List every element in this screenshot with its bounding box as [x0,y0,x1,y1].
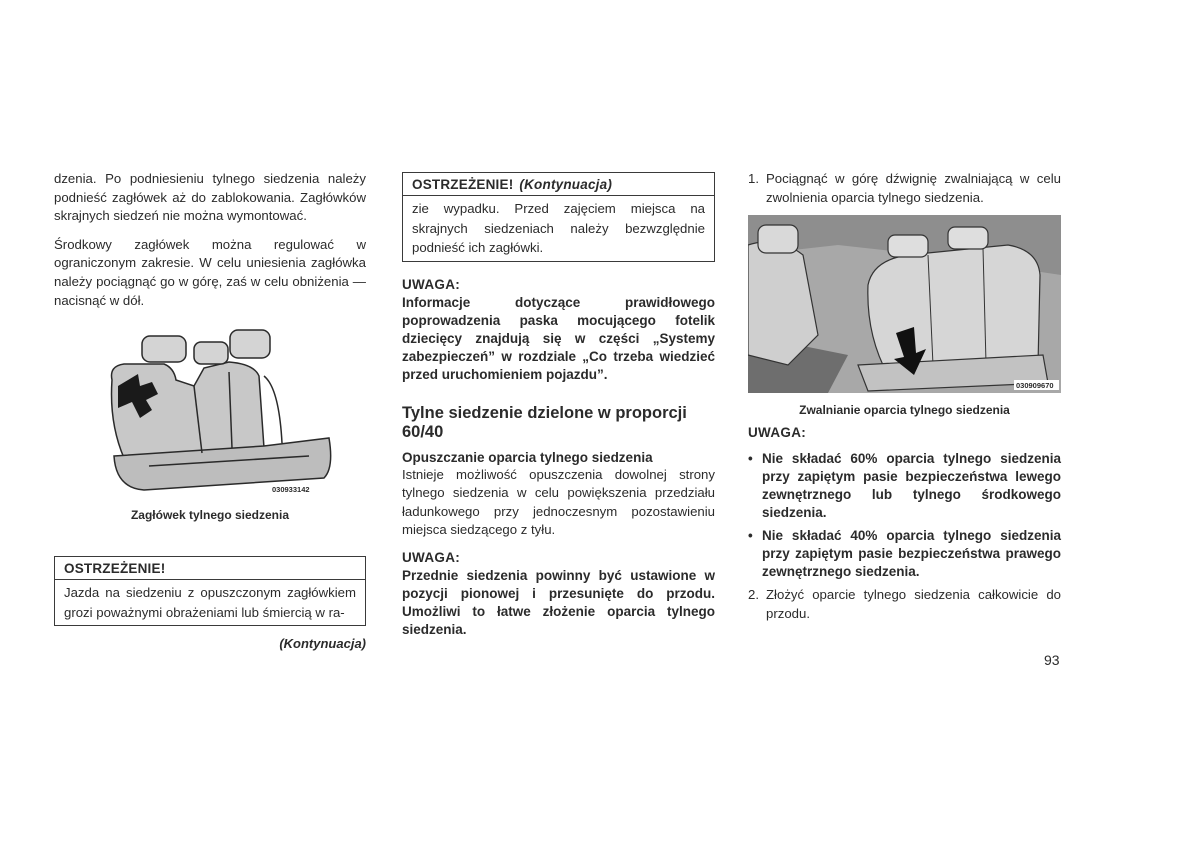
intro-paragraph: dzenia. Po podniesieniu tylnego siedzenia należy podnieść zagłówek aż do zablokowania. Zagłówków skrajnych siedzeń nie można wymontować. [54,171,366,224]
warning-title: OSTRZEŻENIE! [55,557,365,580]
warning-continued-label: (Kontynuacja) [519,177,613,192]
warning-title-text: OSTRZEŻENIE! [412,177,514,192]
seatback-figure-caption: Zwalnianie oparcia tylnego siedzenia [799,403,1010,418]
right-column [748,170,1061,623]
bullet-text: Nie składać 60% oparcia tylnego siedzenia przy zapiętym pasie bezpieczeństwa lewego zewnętrznego lub tylnego środkowego siedzenia. [762,451,1061,521]
seatback-release-figure [748,215,1061,393]
step-2-text: Złożyć oparcie tylnego siedzenia całkowicie do przodu. [766,587,1061,621]
step-2 [748,586,1061,623]
middle-column [402,172,715,639]
warning-title-continued [403,173,714,196]
warning-box-continued [402,172,715,262]
headrest-figure [54,328,366,498]
bullet-item [748,450,1061,522]
bullet-text: Nie składać 40% oparcia tylnego siedzenia przy zapiętym pasie bezpieczeństwa prawego zewnętrznego siedzenia. [762,528,1061,580]
page-number: 93 [1044,652,1060,668]
bullet-mark: • [748,451,753,467]
note-title-2: UWAGA: [402,549,461,565]
continued-label: (Kontynuacja) [279,636,366,652]
step-1 [748,170,1061,207]
warning-box [54,556,366,626]
warning-text-continued: zie wypadku. Przed zajęciem miejsca na skrajnych siedzeniach należy bezwzględnie podnieść ich zagłówki. [412,201,705,255]
section-title-split-seat: Tylne siedzenie dzielone w proporcji 60/40 [402,403,687,441]
left-column [54,170,366,651]
center-headrest-paragraph: Środkowy zagłówek można regulować w ograniczonym zakresie. W celu uniesienia zagłówka należy pociągnąć go w górę, zaś w celu obniżenia — nacisnąć w dół. [54,236,366,308]
headrest-figure-caption: Zagłówek tylnego siedzenia [130,508,290,523]
step-2-number: 2. [748,587,759,603]
step-1-number: 1. [748,171,759,186]
fold-seatback-paragraph: Istnieje możliwość opuszczenia dowolnej strony tylnego siedzenia w celu powiększenia przedziału ładunkowego przy jednoczesnym pozostawieniu miejsca siedzącego z tyłu. [402,466,715,538]
bullet-item [748,527,1061,581]
seatback-figure-code: 030909670 [1016,381,1054,391]
warning-text: Jazda na siedzeniu z opuszczonym zagłówkiem grozi poważnymi obrażeniami lub śmiercią w ra- [64,585,356,620]
headrest-figure-code: 030933142 [272,485,310,495]
note-text-front-seats: Przednie siedzenia powinny być ustawione w pozycji pionowej i przesunięte do przodu. Umożliwi to łatwe złożenie oparcia tylnego siedzenia. [402,567,715,637]
note-text-child-seat: Informacje dotyczące prawidłowego poprowadzenia paska mocującego fotelik dziecięcy znajdują się w części „Systemy zabezpieczeń” w rozdziale „Co trzeba wiedzieć przed uruchomieniem pojazdu”. [402,294,715,382]
note-title-3: UWAGA: [748,425,807,441]
bullet-mark: • [748,528,753,544]
step-1-text: Pociągnąć w górę dźwignię zwalniającą w celu zwolnienia oparcia tylnego siedzenia. [766,171,1061,205]
subsection-title-fold-seatback: Opuszczanie oparcia tylnego siedzenia [402,449,653,465]
note-title: UWAGA: [402,276,461,292]
